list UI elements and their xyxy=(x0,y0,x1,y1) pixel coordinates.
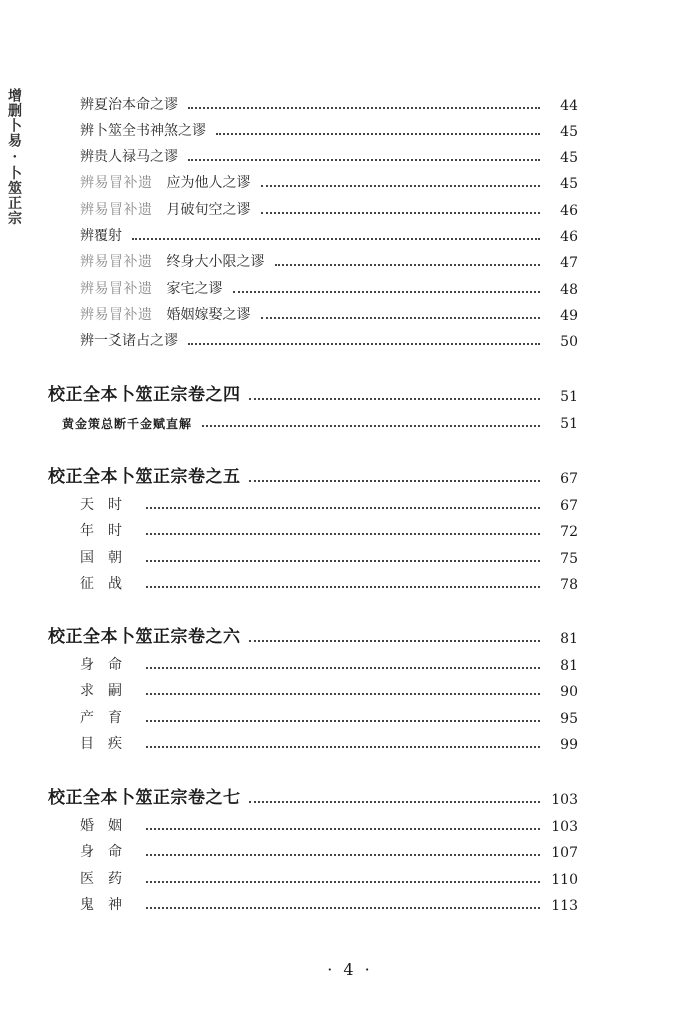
leader-dots xyxy=(188,343,540,345)
toc-section-row xyxy=(0,465,700,487)
toc-entry-title: 辨卜筮全书神煞之谬 xyxy=(80,123,206,139)
toc-page-number: 107 xyxy=(551,845,578,861)
toc-entry-row xyxy=(0,652,700,674)
toc-page-number: 113 xyxy=(551,898,578,914)
toc-page-number: 78 xyxy=(560,577,578,593)
toc-entry-row xyxy=(0,866,700,888)
toc-entry-row xyxy=(0,892,700,914)
toc-entry-row xyxy=(0,144,700,166)
toc-entry-title: 鬼神 xyxy=(80,897,136,913)
toc-page-number: 51 xyxy=(560,389,578,405)
toc-entry-row xyxy=(0,118,700,140)
toc-entry-title: 辨覆射 xyxy=(80,228,122,244)
toc-page-number: 50 xyxy=(560,334,578,350)
toc-entry-row xyxy=(0,813,700,835)
leader-dots xyxy=(146,693,540,695)
toc-entry-title: 婚姻 xyxy=(80,818,136,834)
toc-entry-title: 征战 xyxy=(80,576,136,592)
toc-entry-title: 辨易冒补遗 应为他人之谬 xyxy=(80,175,251,191)
toc-entry-row xyxy=(0,571,700,593)
leader-dots xyxy=(146,560,540,562)
toc-entry-row xyxy=(0,249,700,271)
toc-page-number: 44 xyxy=(560,98,578,114)
toc-entry-title: 校正全本卜筮正宗卷之六 xyxy=(48,627,241,647)
toc-entry-title: 年时 xyxy=(80,523,136,539)
toc-page-number: 45 xyxy=(560,176,578,192)
toc-entry-title: 辨易冒补遗 终身大小限之谬 xyxy=(80,254,265,270)
toc-page-number: 49 xyxy=(560,308,578,324)
toc-page-number: 95 xyxy=(560,711,578,727)
toc-page-number: 46 xyxy=(560,229,578,245)
toc-entry-title: 校正全本卜筮正宗卷之七 xyxy=(48,788,241,808)
leader-dots xyxy=(261,185,541,187)
toc-section-row xyxy=(0,625,700,647)
page-number: · 4 · xyxy=(327,960,373,979)
toc-page-number: 46 xyxy=(560,203,578,219)
toc-entry-row xyxy=(0,492,700,514)
toc-entry-title: 求嗣 xyxy=(80,683,136,699)
leader-dots xyxy=(132,238,540,240)
toc-page-number: 99 xyxy=(560,737,578,753)
toc-page-number: 45 xyxy=(560,150,578,166)
leader-dots xyxy=(146,746,540,748)
toc-entry-row xyxy=(0,276,700,298)
toc-entry-title: 校正全本卜筮正宗卷之四 xyxy=(48,385,241,405)
leader-dots xyxy=(249,801,541,803)
leader-dots xyxy=(146,533,540,535)
toc-entry-row xyxy=(0,839,700,861)
toc-entry-row xyxy=(0,92,700,114)
leader-dots xyxy=(146,586,540,588)
leader-dots xyxy=(146,828,540,830)
leader-dots xyxy=(216,133,540,135)
leader-dots xyxy=(188,107,540,109)
leader-dots xyxy=(146,881,540,883)
toc-entry-row xyxy=(0,170,700,192)
toc-entry-title: 国朝 xyxy=(80,550,136,566)
toc-entry-title: 身命 xyxy=(80,844,136,860)
toc-page-number: 81 xyxy=(560,658,578,674)
leader-dots xyxy=(233,291,541,293)
toc-entry-title: 辨易冒补遗 家宅之谬 xyxy=(80,281,223,297)
leader-dots xyxy=(249,480,541,482)
toc-entry-row xyxy=(0,410,700,432)
toc-entry-row xyxy=(0,302,700,324)
toc-entry-title: 身命 xyxy=(80,657,136,673)
toc-entry-title: 辨易冒补遗 月破旬空之谬 xyxy=(80,202,251,218)
toc-entry-title: 辨夏治本命之谬 xyxy=(80,97,178,113)
running-head: 增删卜易 · 卜筮正宗 xyxy=(6,88,22,226)
leader-dots xyxy=(146,720,540,722)
toc-entry-row xyxy=(0,518,700,540)
toc-entry-row xyxy=(0,328,700,350)
toc-page-number: 103 xyxy=(551,819,578,835)
toc-entry-title: 黄金策总断千金赋直解 xyxy=(62,417,193,431)
leader-dots xyxy=(146,507,540,509)
toc-page-number: 103 xyxy=(551,792,578,808)
leader-dots xyxy=(275,264,541,266)
toc-entry-row xyxy=(0,731,700,753)
leader-dots xyxy=(146,667,540,669)
toc-page-number: 110 xyxy=(551,872,578,888)
toc-page-number: 45 xyxy=(560,124,578,140)
toc-entry-title: 辨易冒补遗 婚姻嫁娶之谬 xyxy=(80,307,251,323)
toc-entry-row xyxy=(0,197,700,219)
toc-page-number: 51 xyxy=(560,416,578,432)
toc-entry-row xyxy=(0,678,700,700)
toc-page-number: 67 xyxy=(560,498,578,514)
toc-page-number: 75 xyxy=(560,551,578,567)
leader-dots xyxy=(146,907,540,909)
leader-dots xyxy=(261,212,541,214)
toc-page-number: 81 xyxy=(560,631,578,647)
toc-entry-title: 校正全本卜筮正宗卷之五 xyxy=(48,467,241,487)
toc-entry-row xyxy=(0,545,700,567)
toc-page-number: 48 xyxy=(560,282,578,298)
leader-dots xyxy=(261,317,541,319)
toc-page-number: 90 xyxy=(560,684,578,700)
toc-entry-title: 辨贵人禄马之谬 xyxy=(80,149,178,165)
toc-section-row xyxy=(0,786,700,808)
leader-dots xyxy=(249,398,541,400)
toc-entry-title: 目疾 xyxy=(80,736,136,752)
toc-entry-title: 产育 xyxy=(80,710,136,726)
toc-entry-row xyxy=(0,223,700,245)
toc-entry-title: 辨一爻诸占之谬 xyxy=(80,333,178,349)
leader-dots xyxy=(146,854,540,856)
leader-dots xyxy=(249,640,541,642)
leader-dots xyxy=(202,425,540,427)
toc-section-row xyxy=(0,383,700,405)
toc-page-number: 72 xyxy=(560,524,578,540)
toc-page-number: 47 xyxy=(560,255,578,271)
toc-entry-title: 医药 xyxy=(80,871,136,887)
toc-entry-row xyxy=(0,705,700,727)
toc-page-number: 67 xyxy=(560,471,578,487)
toc-entry-title: 天时 xyxy=(80,497,136,513)
leader-dots xyxy=(188,159,540,161)
